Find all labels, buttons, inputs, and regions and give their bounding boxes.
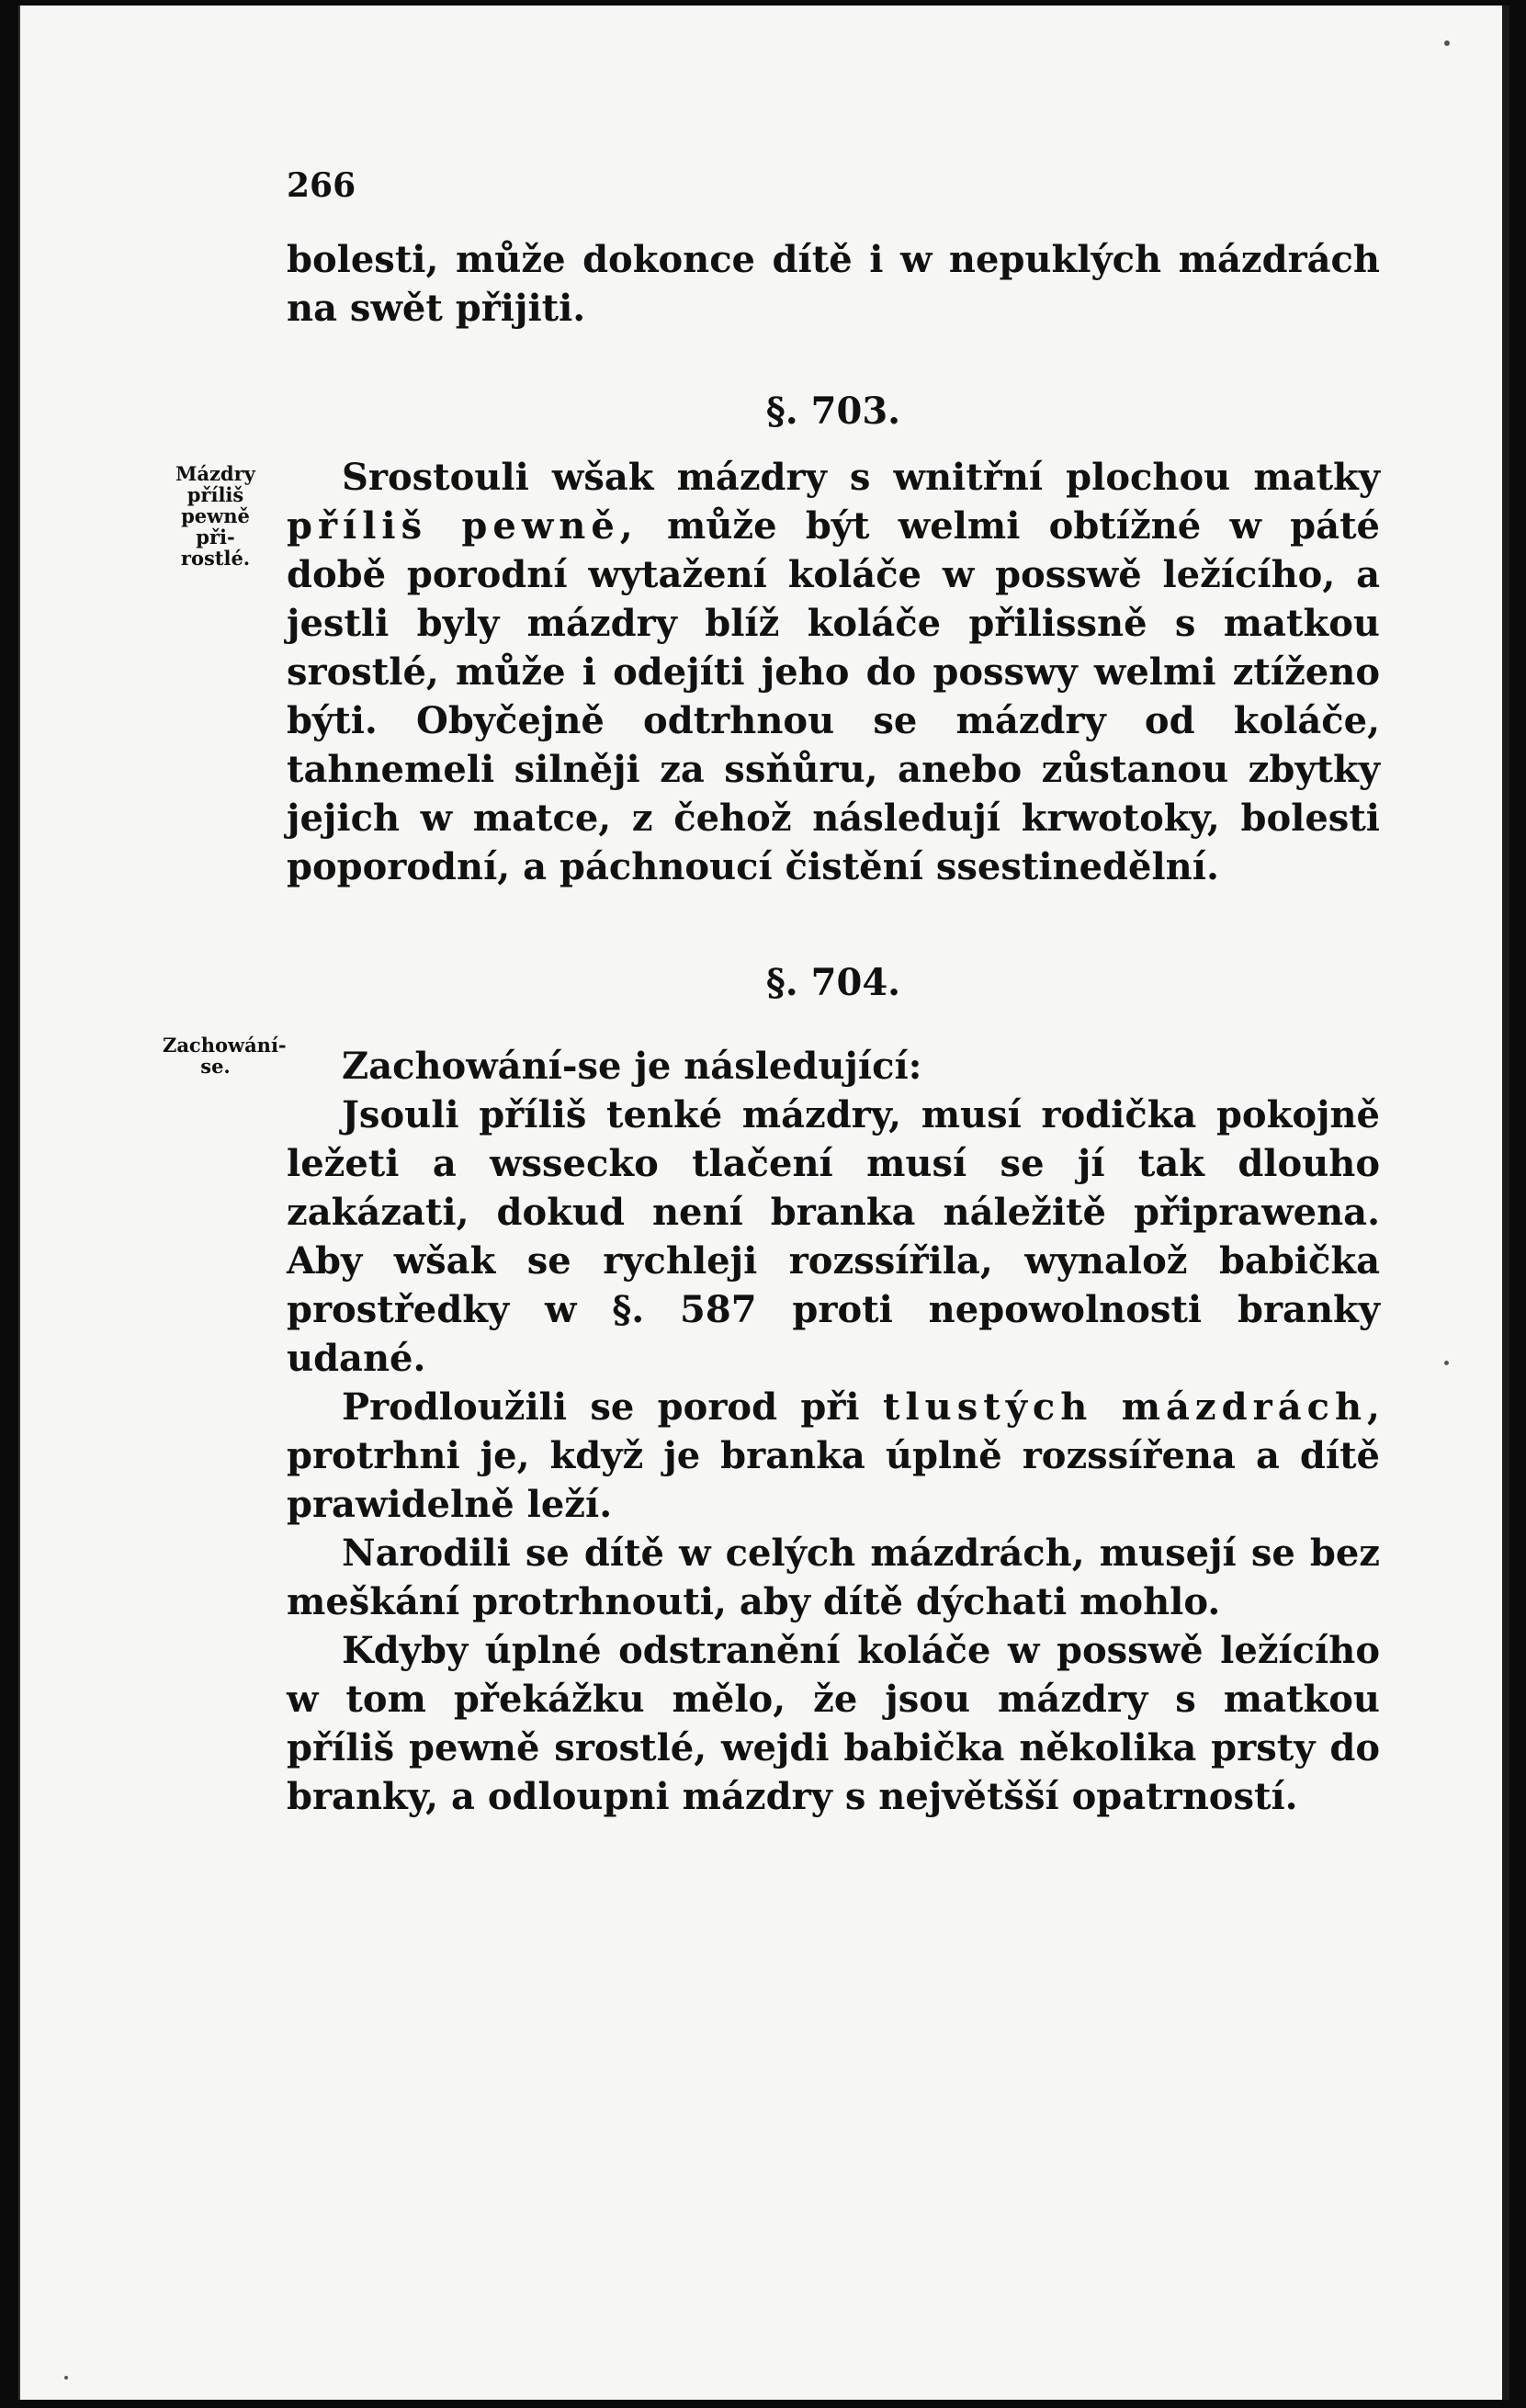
paragraph: Jsouli příliš tenké mázdry, musí rodička pokojně ležeti a wssecko tlačení musí se jí tak dlouho zakázati, dokud není branka náležitě připrawena. Aby wšak se rychleji rozssířila, wynalož babička prostředky w §. 587 proti nepowolnosti branky udané. bbox=[287, 1093, 1380, 1380]
emphasized-text: příliš pewně, bbox=[287, 504, 639, 548]
margin-note-703: Mázdry příliš pewně při- rostlé. bbox=[175, 462, 255, 570]
section-704-title: §. 704. bbox=[765, 961, 901, 1004]
section-703-body bbox=[287, 453, 1380, 891]
paragraph bbox=[287, 453, 1380, 891]
paragraph: Narodili se dítě w celých mázdrách, musejí se bez meškání protrhnouti, aby dítě dýchati mohlo. bbox=[287, 1532, 1380, 1623]
page-edge bbox=[1502, 6, 1509, 2400]
paragraph: Kdyby úplné odstranění koláče w posswě ležícího w tom překážku mělo, že jsou mázdry s matkou příliš pewně srostlé, wejdi babička několika prsty do branky, a odloupni mázdry s největšší opatrností. bbox=[287, 1629, 1380, 1818]
paper-speck bbox=[64, 2376, 68, 2380]
emphasized-text: tlustých mázdrách bbox=[882, 1385, 1368, 1429]
intro-paragraph: bolesti, může dokonce dítě i w nepuklých mázdrách na swět přijiti. bbox=[287, 238, 1380, 330]
book-page bbox=[18, 6, 1509, 2400]
page-number: 266 bbox=[287, 166, 356, 205]
paragraph bbox=[287, 1383, 1380, 1529]
section-703-title: §. 703. bbox=[765, 390, 901, 433]
paragraph-lead: Srostouli wšak mázdry s wnitřní plochou matky bbox=[342, 456, 1380, 499]
paragraph-rest: , protrhni je, když je branka úplně rozssířena a dítě prawidelně leží. bbox=[287, 1385, 1380, 1526]
paragraph-lead: Prodloužili se porod při bbox=[342, 1385, 860, 1429]
paper-speck bbox=[1444, 1361, 1449, 1365]
paragraph: Zachowání-se je následující: bbox=[342, 1045, 922, 1088]
paper-speck bbox=[1444, 40, 1450, 46]
section-704-body bbox=[287, 1042, 1380, 1821]
margin-note-704: Zachowání-se. bbox=[163, 1034, 287, 1078]
intro-text bbox=[287, 235, 1380, 333]
paragraph-rest: může být welmi obtížné w páté době porodní wytažení koláče w posswě ležícího, a jestli byly mázdry blíž koláče přilissně s matkou srostlé, může i odejíti jeho do posswy welmi ztíženo býti. Obyčejně odtrhnou se mázdry od koláče, tahnemeli silněji za ssňůru, anebo zůstanou zbytky jejich w matce, z čehož následují krwotoky, bolesti poporodní, a páchnoucí čistění ssestinedělní. bbox=[287, 504, 1380, 888]
